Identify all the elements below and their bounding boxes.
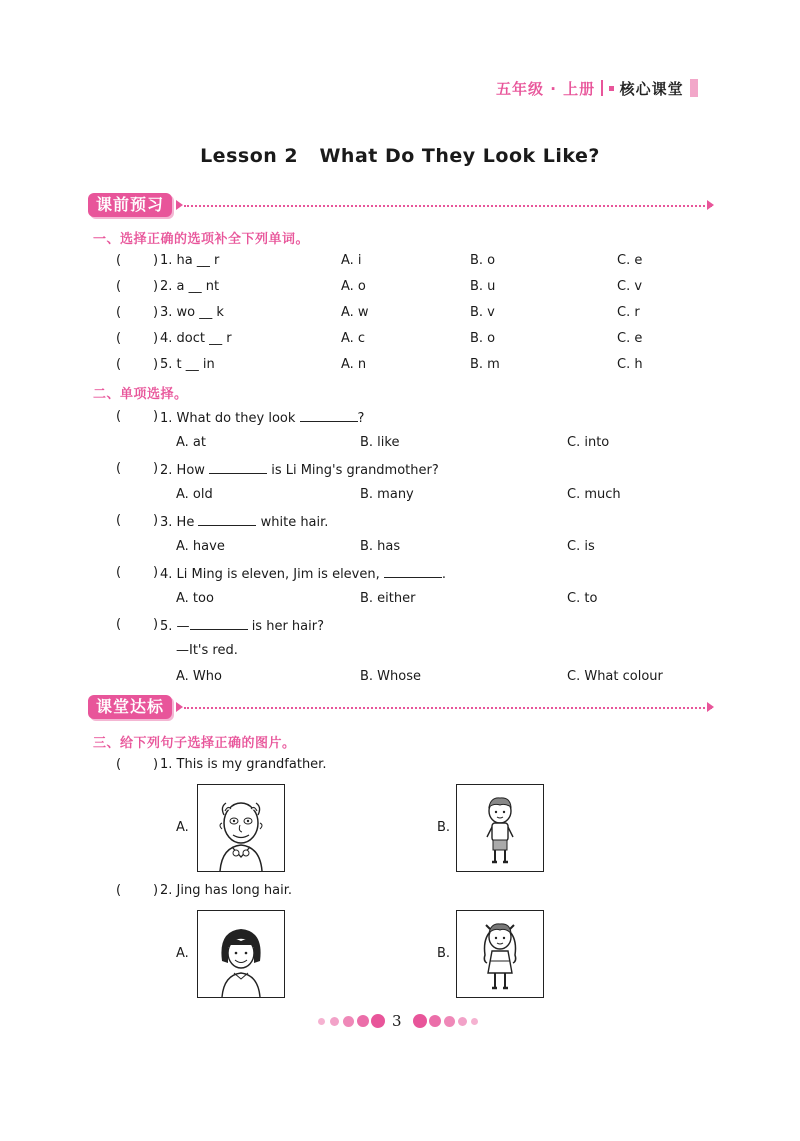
- option-b[interactable]: B. m: [470, 357, 500, 372]
- section-label-preview: 课前预习: [88, 193, 172, 217]
- option-c[interactable]: C. What colour: [567, 669, 663, 684]
- answer-paren-close: ): [153, 409, 159, 424]
- question-stem: 1. What do they look ?: [160, 411, 365, 426]
- option-b[interactable]: B. Whose: [360, 669, 422, 684]
- lesson-name: What Do They Look Like?: [319, 145, 600, 167]
- page-header: [496, 76, 698, 100]
- page-title: [0, 145, 800, 167]
- option-b[interactable]: B. either: [360, 591, 416, 606]
- footer-dot-icon: [444, 1016, 455, 1027]
- footer-dot-icon: [357, 1015, 369, 1027]
- answer-blank[interactable]: [190, 617, 248, 630]
- option-b[interactable]: B. many: [360, 487, 414, 502]
- answer-paren-close: ): [153, 253, 159, 268]
- question-stem: 4. doct __ r: [160, 331, 232, 346]
- answer-blank[interactable]: [209, 461, 267, 474]
- answer-paren-close: ): [153, 757, 159, 772]
- answer-paren-open[interactable]: (: [116, 565, 122, 580]
- answer-paren-close: ): [153, 357, 159, 372]
- option-c[interactable]: C. e: [617, 253, 643, 268]
- footer-dot-icon: [429, 1015, 441, 1027]
- answer-paren-close: ): [153, 513, 159, 528]
- picture-option-a[interactable]: [197, 910, 285, 998]
- question-stem: 5. — is her hair?: [160, 619, 324, 634]
- answer-paren-close: ): [153, 565, 159, 580]
- option-a[interactable]: A. have: [176, 539, 225, 554]
- answer-paren-close: ): [153, 883, 159, 898]
- arrow-right-icon: [707, 702, 714, 712]
- answer-blank[interactable]: [384, 565, 442, 578]
- option-c[interactable]: C. v: [617, 279, 643, 294]
- grandfather-picture-icon: [198, 785, 284, 871]
- answer-paren-open[interactable]: (: [116, 331, 122, 346]
- option-a[interactable]: A. n: [341, 357, 367, 372]
- footer-dot-icon: [343, 1016, 354, 1027]
- option-c[interactable]: C. r: [617, 305, 640, 320]
- section-label: 核心课堂: [619, 79, 684, 98]
- option-b[interactable]: B. like: [360, 435, 400, 450]
- boy-picture-icon: [457, 785, 543, 871]
- answer-paren-open[interactable]: (: [116, 461, 122, 476]
- picture-option-b[interactable]: [456, 784, 544, 872]
- option-c[interactable]: C. into: [567, 435, 610, 450]
- picture-label-a: A.: [176, 946, 189, 961]
- header-separator: [601, 80, 603, 96]
- question-stem: 4. Li Ming is eleven, Jim is eleven, .: [160, 567, 447, 582]
- option-a[interactable]: A. w: [341, 305, 369, 320]
- page-footer: [0, 1012, 800, 1032]
- picture-label-b: B.: [437, 820, 451, 835]
- answer-paren-close: ): [153, 617, 159, 632]
- answer-paren-open[interactable]: (: [116, 253, 122, 268]
- option-a[interactable]: A. at: [176, 435, 206, 450]
- answer-paren-close: ): [153, 305, 159, 320]
- part3-title: 三、给下列句子选择正确的图片。: [93, 736, 296, 751]
- option-a[interactable]: A. i: [341, 253, 362, 268]
- footer-dot-icon: [318, 1018, 325, 1025]
- option-a[interactable]: A. Who: [176, 669, 222, 684]
- dialogue-reply: —It's red.: [176, 643, 238, 658]
- picture-option-b[interactable]: [456, 910, 544, 998]
- question-stem: 3. wo __ k: [160, 305, 224, 320]
- question-stem: 5. t __ in: [160, 357, 215, 372]
- answer-paren-open[interactable]: (: [116, 357, 122, 372]
- option-b[interactable]: B. o: [470, 253, 496, 268]
- answer-paren-open[interactable]: (: [116, 305, 122, 320]
- section-triangle-icon: [176, 702, 183, 712]
- answer-paren-open[interactable]: (: [116, 617, 122, 632]
- option-c[interactable]: C. e: [617, 331, 643, 346]
- section-label-class: 课堂达标: [88, 695, 172, 719]
- picture-label-b: B.: [437, 946, 451, 961]
- short-hair-girl-picture-icon: [198, 911, 284, 997]
- picture-option-a[interactable]: [197, 784, 285, 872]
- option-a[interactable]: A. o: [341, 279, 366, 294]
- option-c[interactable]: C. to: [567, 591, 598, 606]
- section-dotted-line: [184, 707, 712, 709]
- question-stem: 3. He white hair.: [160, 515, 329, 530]
- question-stem: 1. ha __ r: [160, 253, 220, 268]
- grade-label: 五年级 · 上册: [496, 79, 596, 98]
- answer-paren-open[interactable]: (: [116, 409, 122, 424]
- option-a[interactable]: A. c: [341, 331, 366, 346]
- arrow-right-icon: [707, 200, 714, 210]
- answer-paren-open[interactable]: (: [116, 757, 122, 772]
- picture-label-a: A.: [176, 820, 189, 835]
- footer-dot-icon: [413, 1014, 427, 1028]
- page-number: 3: [392, 1012, 402, 1030]
- option-b[interactable]: B. o: [470, 331, 496, 346]
- question-stem: 2. How is Li Ming's grandmother?: [160, 463, 439, 478]
- question-stem: 2. a __ nt: [160, 279, 220, 294]
- footer-dot-icon: [371, 1014, 385, 1028]
- option-a[interactable]: A. too: [176, 591, 214, 606]
- section-bar-preview: [88, 193, 712, 219]
- option-b[interactable]: B. has: [360, 539, 401, 554]
- option-b[interactable]: B. u: [470, 279, 496, 294]
- option-c[interactable]: C. much: [567, 487, 621, 502]
- answer-paren-close: ): [153, 279, 159, 294]
- section-bar-class: [88, 695, 712, 721]
- footer-dot-icon: [458, 1017, 467, 1026]
- answer-paren-open[interactable]: (: [116, 513, 122, 528]
- header-bar-icon: [690, 79, 698, 97]
- option-b[interactable]: B. v: [470, 305, 495, 320]
- answer-paren-open[interactable]: (: [116, 279, 122, 294]
- option-a[interactable]: A. old: [176, 487, 213, 502]
- long-hair-girl-picture-icon: [457, 911, 543, 997]
- header-bullet-icon: [609, 86, 614, 91]
- answer-blank[interactable]: [198, 513, 256, 526]
- part2-title: 二、单项选择。: [93, 387, 188, 402]
- answer-blank[interactable]: [300, 409, 358, 422]
- question-stem: 1. This is my grandfather.: [160, 757, 327, 772]
- footer-dot-icon: [330, 1017, 339, 1026]
- answer-paren-close: ): [153, 461, 159, 476]
- section-triangle-icon: [176, 200, 183, 210]
- question-stem: 2. Jing has long hair.: [160, 883, 293, 898]
- option-c[interactable]: C. is: [567, 539, 595, 554]
- part1-title: 一、选择正确的选项补全下列单词。: [93, 232, 310, 247]
- footer-dot-icon: [471, 1018, 478, 1025]
- section-dotted-line: [184, 205, 712, 207]
- answer-paren-open[interactable]: (: [116, 883, 122, 898]
- option-c[interactable]: C. h: [617, 357, 643, 372]
- answer-paren-close: ): [153, 331, 159, 346]
- lesson-number: Lesson 2: [200, 145, 299, 167]
